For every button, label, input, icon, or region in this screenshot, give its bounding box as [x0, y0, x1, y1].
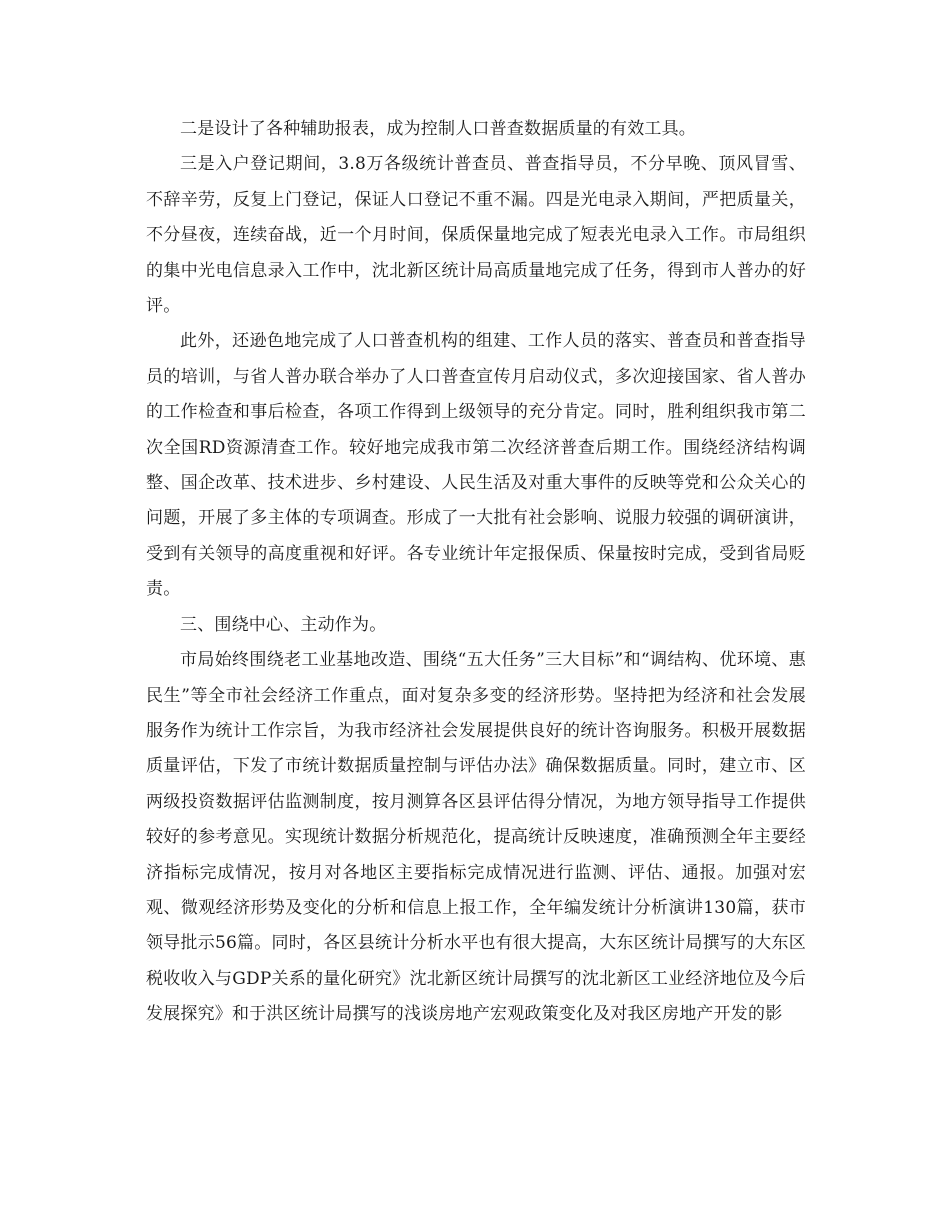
paragraph-2: 三是入户登记期间，3.8万各级统计普查员、普查指导员，不分早晚、顶风冒雪、不辞辛劳，反复上门登记，保证人口登记不重不漏。四是光电录入期间，严把质量关，不分昼夜，连续奋战，近一个月时间，保质保量地完成了短表光电录入工作。市局组织的集中光电信息录入工作中，沈北新区统计局高质量地完成了任务，得到市人普办的好评。: [146, 154, 806, 317]
section-heading: 三、围绕中心、主动作为。: [180, 614, 387, 635]
document-body: [146, 112, 806, 1033]
paragraph-4: 市局始终围绕老工业基地改造、围绕“五大任务”三大目标”和“调结构、优环境、惠民生”等全市社会经济工作重点，面对复杂多变的经济形势。坚持把为经济和社会发展服务作为统计工作宗旨，为我市经济社会发展提供良好的统计咨询服务。积极开展数据质量评估，下发了市统计数据质量控制与评估办法》确保数据质量。同时，建立市、区两级投资数据评估监测制度，按月测算各区县评估得分情况，为地方领导指导工作提供较好的参考意见。实现统计数据分析规范化，提高统计反映速度，准确预测全年主要经济指标完成情况，按月对各地区主要指标完成情况进行监测、评估、通报。加强对宏观、微观经济形势及变化的分析和信息上报工作，全年编发统计分析演讲130篇，获市领导批示56篇。同时，各区县统计分析水平也有很大提高，大东区统计局撰写的大东区税收收入与GDP关系的量化研究》沈北新区统计局撰写的沈北新区工业经济地位及今后发展探究》和于洪区统计局撰写的浅谈房地产宏观政策变化及对我区房地产开发的影: [146, 650, 806, 1025]
paragraph-3: 此外，还逊色地完成了人口普查机构的组建、工作人员的落实、普查员和普查指导员的培训，与省人普办联合举办了人口普查宣传月启动仪式，多次迎接国家、省人普办的工作检查和事后检查，各项工作得到上级领导的充分肯定。同时，胜利组织我市第二次全国RD资源清查工作。较好地完成我市第二次经济普查后期工作。围绕经济结构调整、国企改革、技术进步、乡村建设、人民生活及对重大事件的反映等党和公众关心的问题，开展了多主体的专项调查。形成了一大批有社会影响、说服力较强的调研演讲，受到有关领导的高度重视和好评。各专业统计年定报保质、保量按时完成，受到省局贬责。: [146, 331, 806, 600]
paragraph-1: 二是设计了各种辅助报表，成为控制人口普查数据质量的有效工具。: [180, 119, 696, 139]
